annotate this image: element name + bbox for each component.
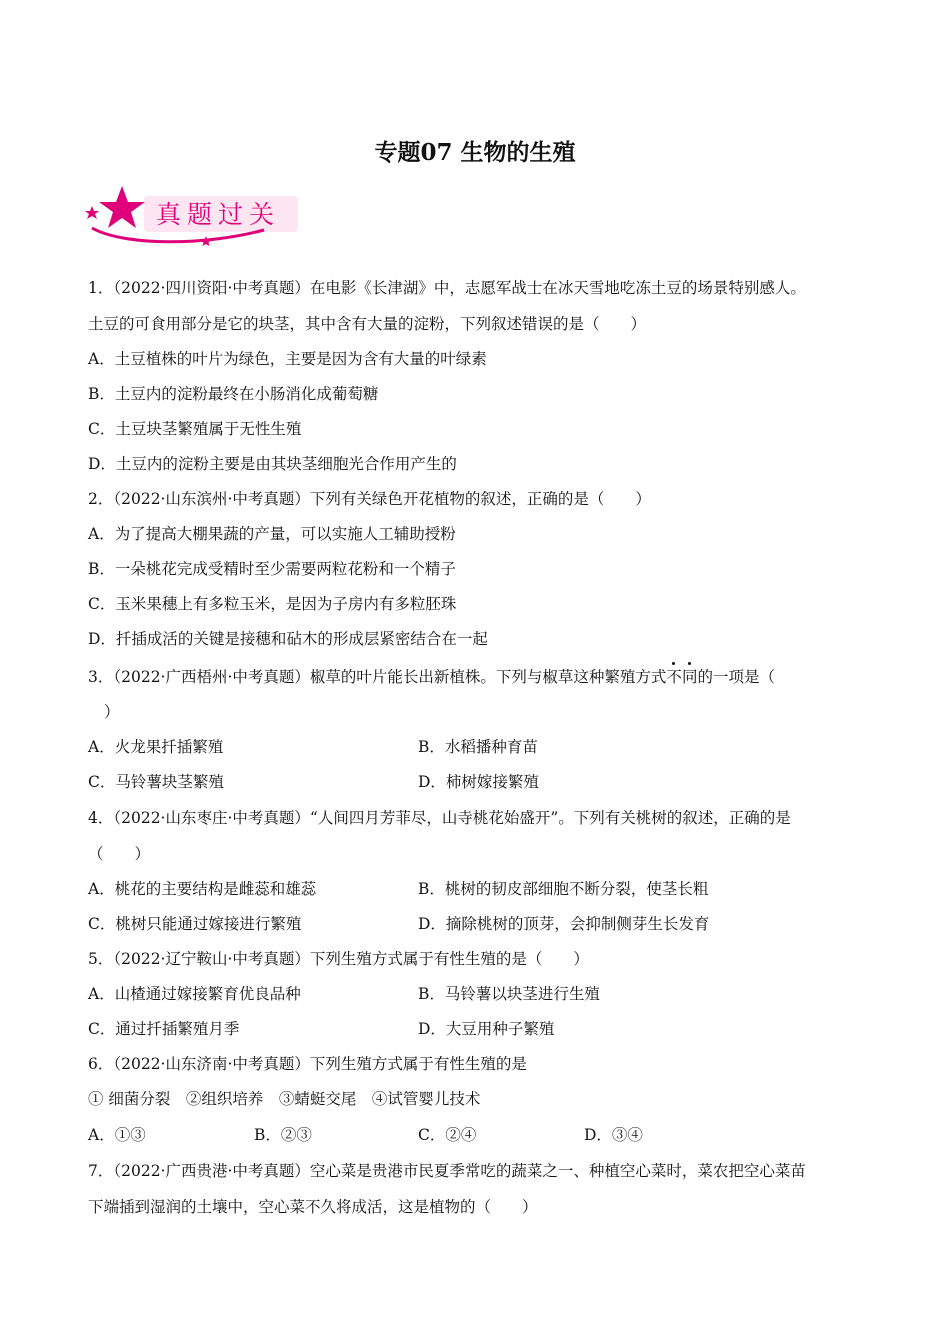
q1-stem-line2: 土豆的可食用部分是它的块茎，其中含有大量的淀粉，下列叙述错误的是（ ） xyxy=(88,315,647,333)
q4-option-c: C．桃树只能通过嫁接进行繁殖 xyxy=(88,915,302,933)
q2-option-c: C．玉米果穗上有多粒玉米，是因为子房内有多粒胚珠 xyxy=(88,595,457,613)
section-banner xyxy=(84,184,300,248)
q3-option-c: C．马铃薯块茎繁殖 xyxy=(88,773,224,791)
q5-option-b: B．马铃薯以块茎进行生殖 xyxy=(418,985,600,1003)
q1-stem-line1: 1．（2022·四川资阳·中考真题）在电影《长津湖》中，志愿军战士在冰天雪地吃冻土豆的场景特别感人。 xyxy=(88,279,806,297)
q1-option-b: B．土豆内的淀粉最终在小肠消化成葡萄糖 xyxy=(88,385,379,403)
q6-stem-line2: ① 细菌分裂 ②组织培养 ③蜻蜓交尾 ④试管婴儿技术 xyxy=(88,1090,481,1108)
q1-option-a: A．土豆植株的叶片为绿色，主要是因为含有大量的叶绿素 xyxy=(88,350,487,368)
q5-option-c: C．通过扦插繁殖月季 xyxy=(88,1020,240,1038)
q3-stem-line1 xyxy=(88,667,775,687)
q4-option-b: B．桃树的韧皮部细胞不断分裂，使茎长粗 xyxy=(418,880,709,898)
q2-option-b: B．一朵桃花完成受精时至少需要两粒花粉和一个精子 xyxy=(88,560,456,578)
page-title: 专题07 生物的生殖 xyxy=(374,139,576,166)
q4-option-a: A．桃花的主要结构是雌蕊和雄蕊 xyxy=(88,880,317,898)
q3-stem-line2: ） xyxy=(104,703,120,721)
q2-stem: 2．（2022·山东滨州·中考真题）下列有关绿色开花植物的叙述，正确的是（ ） xyxy=(88,490,651,508)
q3-emphasis-char-1: 不 xyxy=(666,668,682,686)
small-star-icon xyxy=(85,206,99,219)
q3-option-a: A．火龙果扦插繁殖 xyxy=(88,738,224,756)
q1-option-d: D．土豆内的淀粉主要是由其块茎细胞光合作用产生的 xyxy=(88,455,457,473)
q7-stem-line2: 下端插到湿润的土壤中，空心菜不久将成活，这是植物的（ ） xyxy=(88,1198,538,1216)
q6-stem-line1: 6．（2022·山东济南·中考真题）下列生殖方式属于有性生殖的是 xyxy=(88,1055,527,1073)
q2-option-d: D．扦插成活的关键是接穗和砧木的形成层紧密结合在一起 xyxy=(88,630,488,648)
tiny-star-icon xyxy=(201,236,212,246)
q1-option-c: C．土豆块茎繁殖属于无性生殖 xyxy=(88,420,302,438)
q3-stem-post: 的一项是（ xyxy=(697,668,775,686)
q4-option-d: D．摘除桃树的顶芽，会抑制侧芽生长发育 xyxy=(418,915,710,933)
q3-option-b: B．水稻播种育苗 xyxy=(418,738,538,756)
q5-stem: 5．（2022·辽宁鞍山·中考真题）下列生殖方式属于有性生殖的是（ ） xyxy=(88,950,589,968)
q2-option-a: A．为了提高大棚果蔬的产量，可以实施人工辅助授粉 xyxy=(88,525,456,543)
q4-stem-line2: （ ） xyxy=(88,845,151,863)
q5-option-d: D．大豆用种子繁殖 xyxy=(418,1020,555,1038)
q6-option-c: C．②④ xyxy=(418,1126,477,1144)
star-icon xyxy=(99,186,145,228)
q6-option-b: B．②③ xyxy=(254,1126,312,1144)
q5-option-a: A．山楂通过嫁接繁育优良品种 xyxy=(88,985,301,1003)
q3-stem-pre: 3．（2022·广西梧州·中考真题）椒草的叶片能长出新植株。下列与椒草这种繁殖方式 xyxy=(88,668,667,686)
q6-option-d: D．③④ xyxy=(584,1126,643,1144)
q3-emphasis-char-2: 同 xyxy=(681,668,698,686)
q4-stem-line1: 4．（2022·山东枣庄·中考真题）“人间四月芳菲尽，山寺桃花始盛开”。下列有关桃树的叙述，正确的是 xyxy=(88,809,791,827)
q3-option-d: D．柿树嫁接繁殖 xyxy=(418,773,539,791)
banner-label: 真题过关 xyxy=(156,200,281,229)
q7-stem-line1: 7．（2022·广西贵港·中考真题）空心菜是贵港市民夏季常吃的蔬菜之一、种植空心菜时，菜农把空心菜苗 xyxy=(88,1162,806,1180)
q6-option-a: A．①③ xyxy=(88,1126,146,1144)
